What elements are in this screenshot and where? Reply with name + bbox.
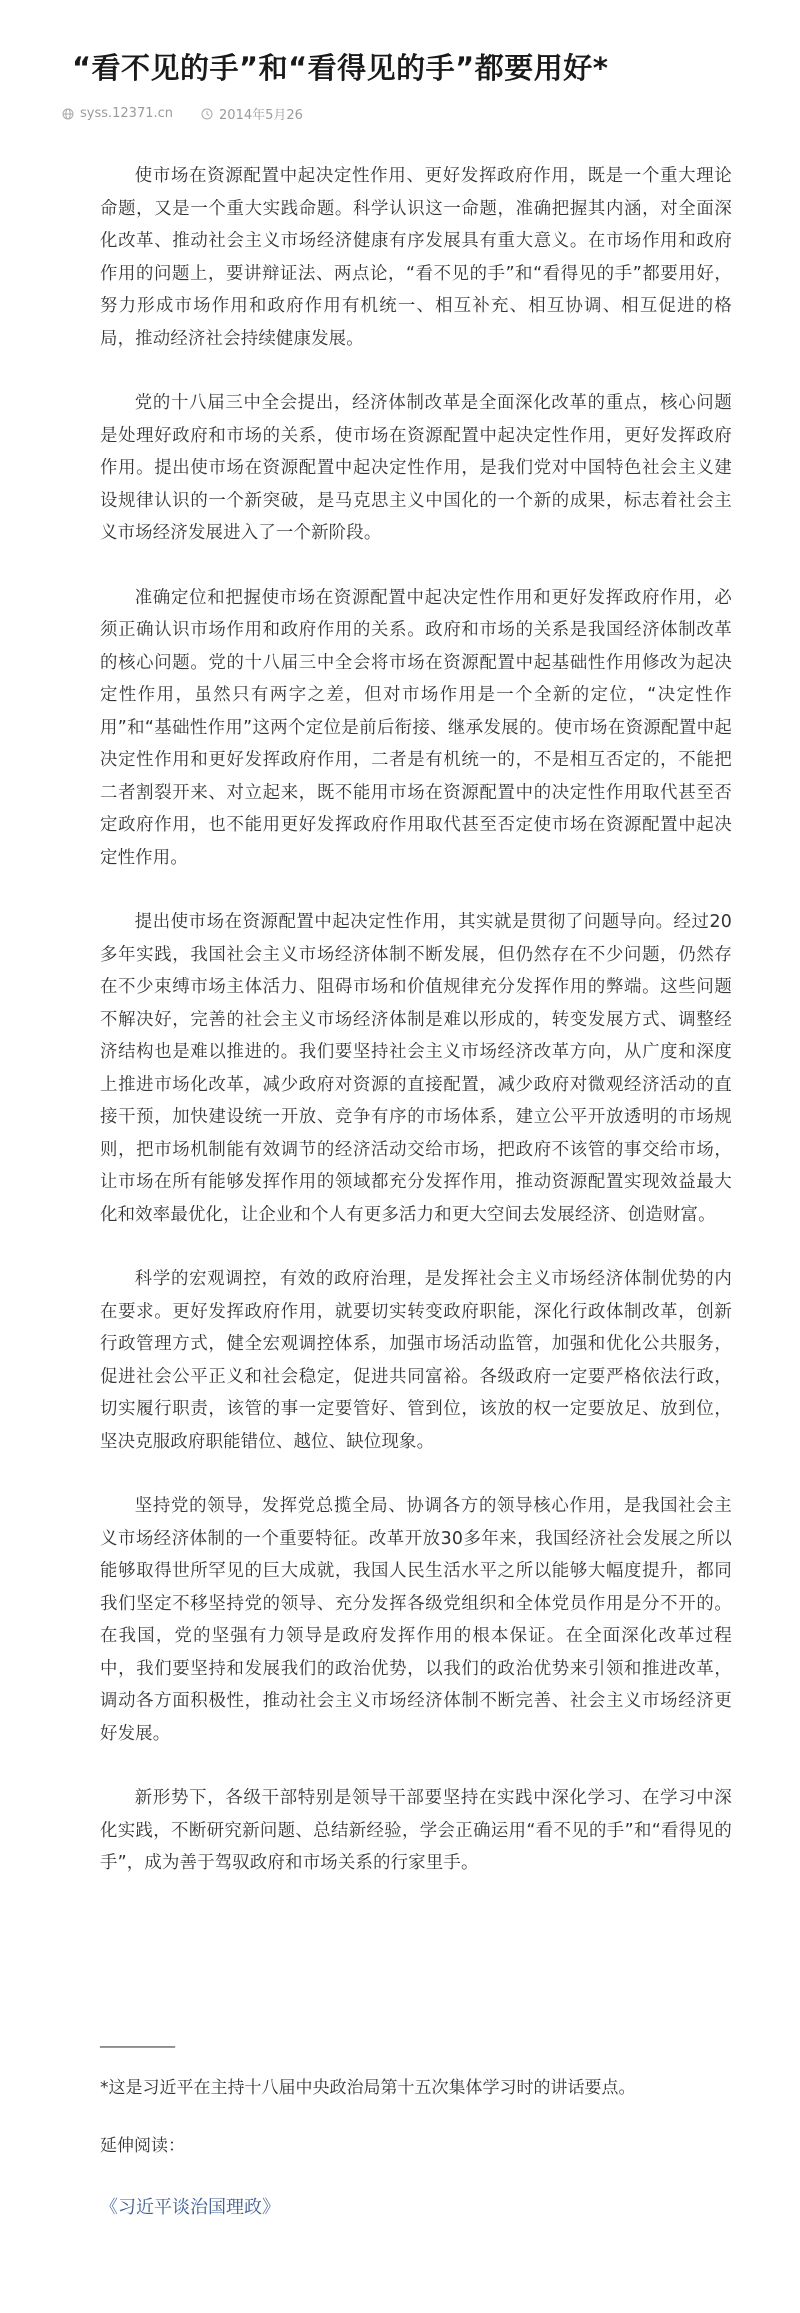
paragraph: 科学的宏观调控，有效的政府治理，是发挥社会主义市场经济体制优势的内在要求。更好发挥政府作用，就要切实转变政府职能，深化行政体制改革，创新行政管理方式，健全宏观调控体系，加强市场活动监管，加强和优化公共服务，促进社会公平正义和社会稳定，促进共同富裕。各级政府一定要严格依法行政，切实履行职责，该管的事一定要管好、管到位，该放的权一定要放足、放到位，坚决克服政府职能错位、越位、缺位现象。 — [100, 1269, 732, 1452]
article-meta — [62, 104, 331, 123]
date-meta — [201, 104, 303, 123]
date-text: 2014年5月26 — [219, 108, 303, 123]
extended-reading-link[interactable]: 《习近平谈治国理政》 — [100, 2197, 280, 2218]
separator-line: __________ — [100, 2030, 175, 2048]
globe-icon — [62, 108, 74, 120]
extended-reading-label: 延伸阅读： — [100, 2136, 185, 2156]
paragraph: 准确定位和把握使市场在资源配置中起决定性作用和更好发挥政府作用，必须正确认识市场作用和政府作用的关系。政府和市场的关系是我国经济体制改革的核心问题。党的十八届三中全会将市场在资源配置中起基础性作用修改为起决定性作用，虽然只有两字之差，但对市场作用是一个全新的定位，“决定性作用”和“基础性作用”这两个定位是前后衔接、继承发展的。使市场在资源配置中起决定性作用和更好发挥政府作用，二者是有机统一的，不是相互否定的，不能把二者割裂开来、对立起来，既不能用市场在资源配置中的决定性作用取代甚至否定政府作用，也不能用更好发挥政府作用取代甚至否定使市场在资源配置中起决定性作用。 — [100, 587, 732, 868]
paragraph: 使市场在资源配置中起决定性作用、更好发挥政府作用，既是一个重大理论命题，又是一个重大实践命题。科学认识这一命题，准确把握其内涵，对全面深化改革、推动社会主义市场经济健康有序发展具有重大意义。在市场作用和政府作用的问题上，要讲辩证法、两点论，“看不见的手”和“看得见的手”都要用好，努力形成市场作用和政府作用有机统一、相互补充、相互协调、相互促进的格局，推动经济社会持续健康发展。 — [100, 166, 732, 349]
paragraph: 新形势下，各级干部特别是领导干部要坚持在实践中深化学习、在学习中深化实践，不断研究新问题、总结新经验，学会正确运用“看不见的手”和“看得见的手”，成为善于驾驭政府和市场关系的行家里手。 — [100, 1788, 732, 1873]
clock-icon — [201, 108, 213, 120]
paragraph: 党的十八届三中全会提出，经济体制改革是全面深化改革的重点，核心问题是处理好政府和市场的关系，使市场在资源配置中起决定性作用，更好发挥政府作用。提出使市场在资源配置中起决定性作用，是我们党对中国特色社会主义建设规律认识的一个新突破，是马克思主义中国化的一个新的成果，标志着社会主义市场经济发展进入了一个新阶段。 — [100, 393, 732, 543]
paragraph: 提出使市场在资源配置中起决定性作用，其实就是贯彻了问题导向。经过20多年实践，我国社会主义市场经济体制不断发展，但仍然存在不少问题，仍然存在不少束缚市场主体活力、阻碍市场和价值规律充分发挥作用的弊端。这些问题不解决好，完善的社会主义市场经济体制是难以形成的，转变发展方式、调整经济结构也是难以推进的。我们要坚持社会主义市场经济改革方向，从广度和深度上推进市场化改革，减少政府对资源的直接配置，减少政府对微观经济活动的直接干预，加快建设统一开放、竞争有序的市场体系，建立公平开放透明的市场规则，把市场机制能有效调节的经济活动交给市场，把政府不该管的事交给市场，让市场在所有能够发挥作用的领域都充分发挥作用，推动资源配置实现效益最大化和效率最优化，让企业和个人有更多活力和更大空间去发展经济、创造财富。 — [100, 912, 732, 1225]
article-title: “看不见的手”和“看得见的手”都要用好* — [72, 51, 609, 85]
paragraph: 坚持党的领导，发挥党总揽全局、协调各方的领导核心作用，是我国社会主义市场经济体制的一个重要特征。改革开放30多年来，我国经济社会发展之所以能够取得世所罕见的巨大成就，我国人民生活水平之所以能够大幅度提升，都同我们坚定不移坚持党的领导、充分发挥各级党组织和全体党员作用是分不开的。在我国，党的坚强有力领导是政府发挥作用的根本保证。在全面深化改革过程中，我们要坚持和发展我们的政治优势，以我们的政治优势来引领和推进改革，调动各方面积极性，推动社会主义市场经济体制不断完善、社会主义市场经济更好发展。 — [100, 1496, 732, 1744]
footnote: *这是习近平在主持十八届中央政治局第十五次集体学习时的讲话要点。 — [100, 2078, 636, 2098]
source-meta — [62, 106, 173, 121]
article-body — [100, 160, 732, 1912]
source-text: syss.12371.cn — [80, 106, 174, 121]
